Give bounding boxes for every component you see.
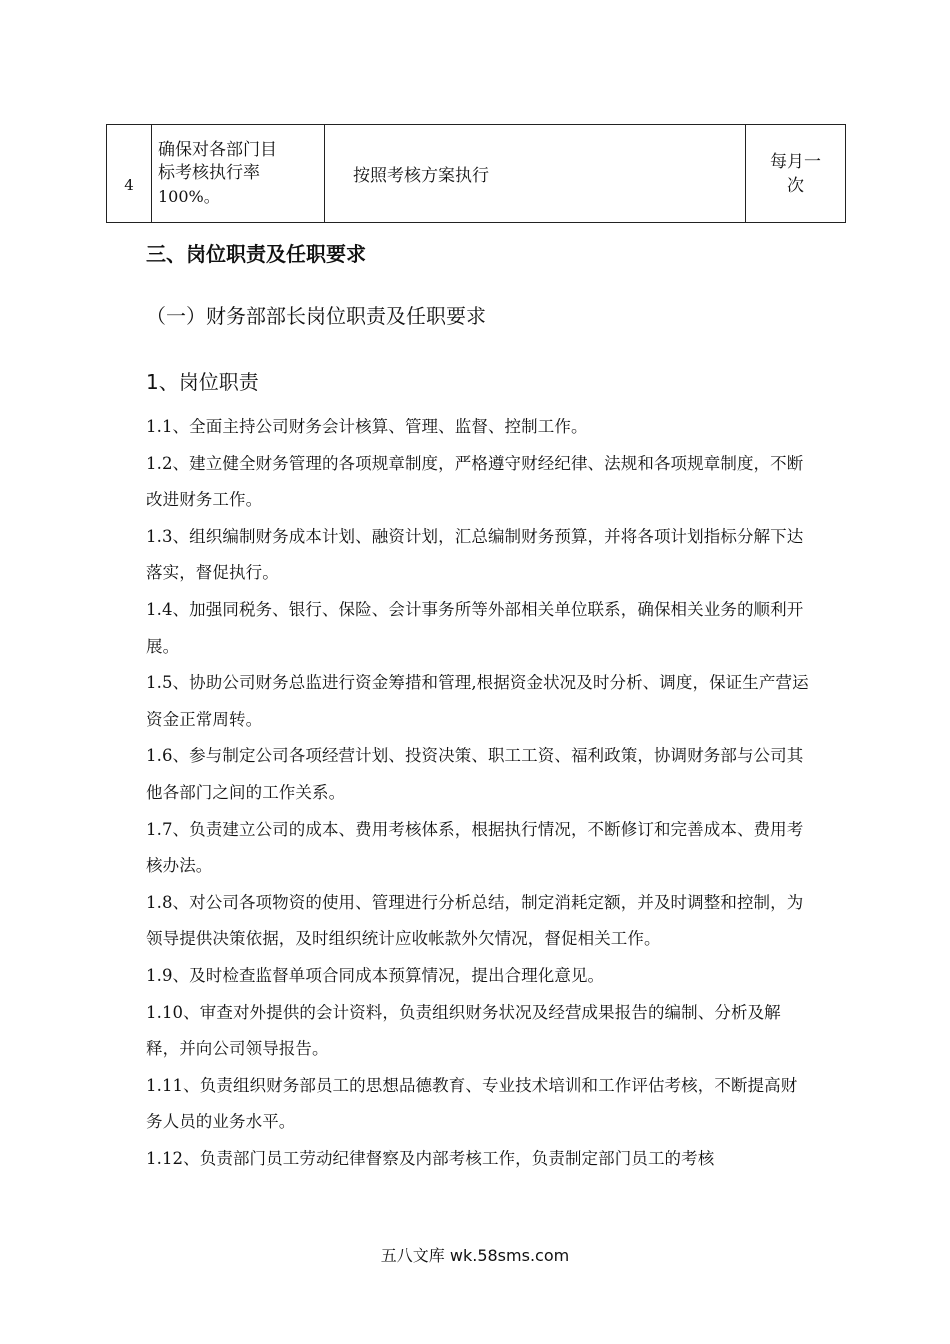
paragraph: 1.10、审查对外提供的会计资料，负责组织财务状况及经营成果报告的编制、分析及解释，并向公司领导报告。 <box>146 1002 781 1059</box>
paragraph: 1.4、加强同税务、银行、保险、会计事务所等外部相关单位联系，确保相关业务的顺利开展。 <box>146 599 804 656</box>
item-title: 1、岗位职责 <box>146 370 259 394</box>
paragraph: 1.7、负责建立公司的成本、费用考核体系，根据执行情况，不断修订和完善成本、费用考核办法。 <box>146 819 804 876</box>
row-number: 4 <box>107 125 152 223</box>
paragraph: 1.2、建立健全财务管理的各项规章制度，严格遵守财经纪律、法规和各项规章制度，不断改进财务工作。 <box>146 453 804 510</box>
paragraph: 1.5、协助公司财务总监进行资金筹措和管理,根据资金状况及时分析、调度，保证生产营运资金正常周转。 <box>146 673 809 729</box>
paragraph: 1.9、及时检查监督单项合同成本预算情况，提出合理化意见。 <box>146 965 605 985</box>
goal-line: 确保对各部门目 <box>158 140 277 160</box>
goal-cell <box>152 125 325 223</box>
table-row <box>107 125 846 223</box>
paragraph: 1.12、负责部门员工劳动纪律督察及内部考核工作，负责制定部门员工的考核 <box>146 1148 715 1168</box>
footer-watermark: 五八文库 wk.58sms.com <box>380 1246 570 1265</box>
subsection-title: （一）财务部部长岗位职责及任职要求 <box>146 304 486 328</box>
goal-line: 标考核执行率 <box>158 163 260 183</box>
method-cell: 按照考核方案执行 <box>325 125 746 223</box>
assessment-table <box>106 124 846 223</box>
section-title: 三、岗位职责及任职要求 <box>146 242 366 266</box>
paragraph: 1.11、负责组织财务部员工的思想品德教育、专业技术培训和工作评估考核，不断提高财务人员的业务水平。 <box>146 1075 798 1132</box>
paragraph: 1.6、参与制定公司各项经营计划、投资决策、职工工资、福利政策，协调财务部与公司其他各部门之间的工作关系。 <box>146 746 804 802</box>
frequency-line: 次 <box>787 175 804 196</box>
frequency-cell <box>746 125 846 223</box>
goal-line: 100%。 <box>158 187 220 206</box>
duties-list <box>146 409 811 1177</box>
paragraph: 1.8、对公司各项物资的使用、管理进行分析总结，制定消耗定额，并及时调整和控制，为领导提供决策依据，及时组织统计应收帐款外欠情况，督促相关工作。 <box>146 892 804 949</box>
paragraph: 1.3、组织编制财务成本计划、融资计划，汇总编制财务预算，并将各项计划指标分解下达落实，督促执行。 <box>146 526 804 583</box>
frequency-line: 每月一 <box>770 151 821 172</box>
paragraph: 1.1、全面主持公司财务会计核算、管理、监督、控制工作。 <box>146 417 588 436</box>
